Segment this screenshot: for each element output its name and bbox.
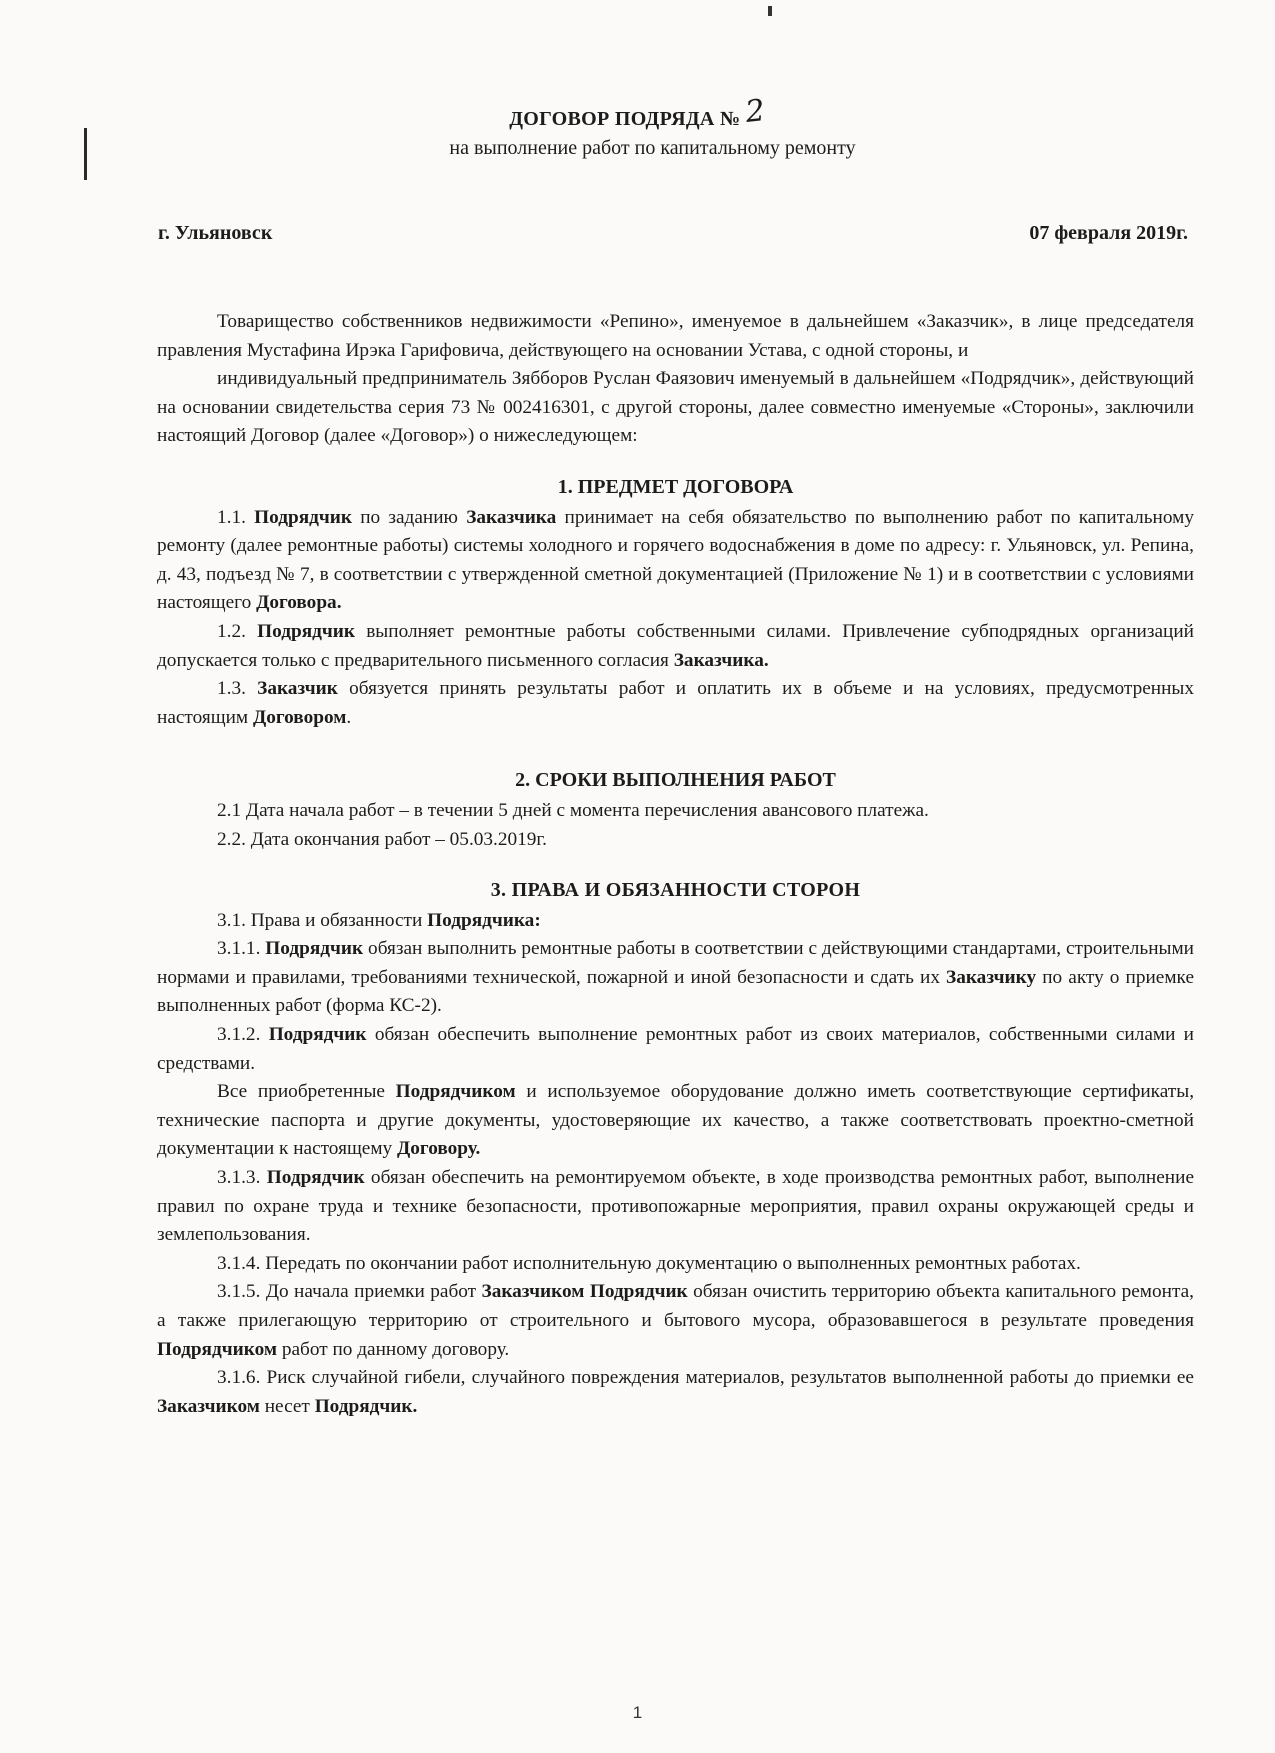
title-text: ДОГОВОР ПОДРЯДА № bbox=[509, 108, 741, 130]
clause-3-1-5: 3.1.5. До начала приемки работ Заказчиком Подрядчик обязан очистить территорию объекта капитального ремонта, а также прилегающую территорию от строительного и бытового мусора, образовавшегося в результате проведения Подрядчиком работ по данному договору. bbox=[157, 1281, 1195, 1360]
city: г. Ульяновск bbox=[158, 222, 273, 244]
clause-3-1-4: 3.1.4. Передать по окончании работ исполнительную документацию о выполненных ремонтных работах. bbox=[217, 1252, 1081, 1274]
title-block bbox=[0, 93, 1275, 160]
document-subtitle: на выполнение работ по капитальному ремонту bbox=[449, 137, 856, 159]
page-number: 1 bbox=[632, 1703, 643, 1722]
clause-1-3: 1.3. Заказчик обязуется принять результаты работ и оплатить их в объеме и на условиях, предусмотренных настоящим Договором. bbox=[157, 678, 1194, 728]
clause-3-1-6: 3.1.6. Риск случайной гибели, случайного повреждения материалов, результатов выполненной работы до приемки ее Заказчиком несет Подрядчик. bbox=[157, 1367, 1194, 1417]
section-2-title: 2. СРОКИ ВЫПОЛНЕНИЯ РАБОТ bbox=[515, 769, 836, 792]
handwritten-number: 2 bbox=[744, 93, 768, 130]
scan-top-mark bbox=[768, 6, 772, 16]
clause-3-1-2: 3.1.2. Подрядчик обязан обеспечить выполнение ремонтных работ из своих материалов, собственными силами и средствами. bbox=[157, 1024, 1194, 1074]
place-date-line bbox=[158, 222, 1188, 245]
clause-1-1: 1.1. Подрядчик по заданию Заказчика принимает на себя обязательство по выполнению работ по капитальному ремонту (далее ремонтные работы) системы холодного и горячего водоснабжения в доме по адресу: г. Ульяновск, ул. Репина, д. 43, подъезд № 7, в соответствии с утвержденной сметной документацией (Приложение № 1) и в соответствии с условиями настоящего Договора. bbox=[157, 506, 1194, 614]
document-title bbox=[0, 93, 1275, 133]
clause-3-1: 3.1. Права и обязанности Подрядчика: bbox=[217, 909, 541, 931]
clause-3-1-3: 3.1.3. Подрядчик обязан обеспечить на ремонтируемом объекте, в ходе производства ремонтных работ, выполнение правил по охране труда и технике безопасности, противопожарные мероприятия, правил охраны окружающей среды и землепользования. bbox=[157, 1167, 1195, 1246]
preamble-paragraph-1: Товарищество собственников недвижимости «Репино», именуемое в дальнейшем «Заказчик», в лице председателя правления Мустафина Ирэка Гарифовича, действующего на основании Устава, с одной стороны, и bbox=[157, 311, 1194, 361]
preamble-paragraph-2: индивидуальный предприниматель Зябборов Руслан Фаязович именуемый в дальнейшем «Подрядчик», действующий на основании свидетельства серия 73 № 002416301, с другой стороны, далее совместно именуемые «Стороны», заключили настоящий Договор (далее «Договор») о нижеследующем: bbox=[157, 368, 1194, 447]
clause-3-1-1: 3.1.1. Подрядчик обязан выполнить ремонтные работы в соответствии с действующими стандартами, строительными нормами и правилами, требованиями технической, пожарной и иной безопасности и сдать их Заказчику по акту о приемке выполненных работ (форма КС-2). bbox=[157, 938, 1194, 1017]
document-body bbox=[157, 308, 1194, 1421]
section-1-title: 1. ПРЕДМЕТ ДОГОВОРА bbox=[557, 475, 794, 498]
clause-2-2: 2.2. Дата окончания работ – 05.03.2019г. bbox=[217, 828, 547, 850]
clause-1-2: 1.2. Подрядчик выполняет ремонтные работы собственными силами. Привлечение субподрядных организаций допускается только с предварительного письменного согласия Заказчика. bbox=[157, 620, 1194, 671]
contract-date: 07 февраля 2019г. bbox=[1029, 222, 1188, 244]
section-3-title: 3. ПРАВА И ОБЯЗАННОСТИ СТОРОН bbox=[490, 879, 861, 902]
clause-2-1: 2.1 Дата начала работ – в течении 5 дней с момента перечисления авансового платежа. bbox=[217, 799, 929, 821]
equipment-paragraph: Все приобретенные Подрядчиком и используемое оборудование должно иметь соответствующие сертификаты, технические паспорта и другие документы, удостоверяющие их качество, а также соответствовать проектно-сметной документации к настоящему Договору. bbox=[157, 1081, 1195, 1160]
section-gap bbox=[157, 732, 1194, 766]
